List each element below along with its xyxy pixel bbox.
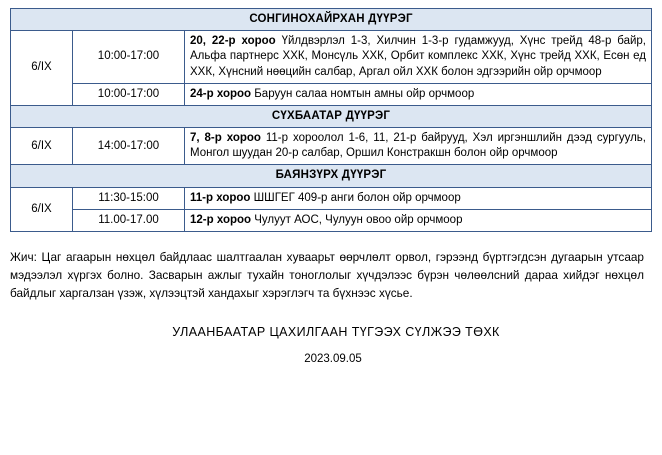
time-cell: 10:00-17:00: [73, 31, 185, 84]
time-cell: 10:00-17:00: [73, 83, 185, 105]
time-cell: 14:00-17:00: [73, 128, 185, 165]
detail-cell: [185, 128, 652, 165]
date-cell: 6/IX: [11, 128, 73, 165]
time-cell: 11:30-15:00: [73, 187, 185, 209]
table-row: [11, 83, 652, 105]
district-header: СОНГИНОХАЙРХАН ДҮҮРЭГ: [11, 9, 652, 31]
detail-cell: [185, 31, 652, 84]
organization-name: УЛААНБААТАР ЦАХИЛГААН ТҮГЭЭХ СҮЛЖЭЭ ТӨХК: [172, 324, 500, 339]
table-row: [11, 128, 652, 165]
document-date: 2023.09.05: [304, 352, 362, 365]
time-cell: 11.00-17.00: [73, 209, 185, 231]
detail-khoroo: 20, 22-р хороо: [190, 35, 276, 48]
detail-khoroo: 12-р хороо: [190, 213, 252, 226]
detail-text: Үйлдвэрлэл 1-3, Хилчин 1-3-р гудамжууд, Хүнс трейд 48-р байр, Альфа партнерс ХХК, Монсүль ХХК, Орбит комплекс ХХК, Хүнс трейд ХХК, Есөн ед ХХК, Хүнсний нөөцийн салбар, Аргал ойл ХХК болон эдгээрийн ойр орчмоор: [190, 35, 646, 78]
table-row: [11, 31, 652, 84]
detail-text: 11-р хороолол 1-6, 11, 21-р байрууд, Хэл иргэншлийн дээд сургууль, Монгол шуудан 20-р салбар, Оршил Констракшн болон ойр орчмоор: [190, 132, 646, 160]
detail-khoroo: 11-р хороо: [190, 191, 251, 204]
district-header: БАЯНЗҮРХ ДҮҮРЭГ: [11, 165, 652, 187]
detail-text: ШШГЕГ 409-р анги болон ойр орчмоор: [250, 191, 461, 204]
detail-text: Чулуут АОС, Чулуун овоо ойр орчмоор: [251, 213, 463, 226]
date-cell: 6/IX: [11, 187, 73, 231]
district-header-row: [11, 165, 652, 187]
outage-schedule-table: [10, 8, 652, 232]
detail-cell: [185, 187, 652, 209]
table-row: [11, 187, 652, 209]
detail-cell: [185, 209, 652, 231]
date-cell: 6/IX: [11, 31, 73, 106]
detail-text: Баруун салаа номтын амны ойр орчмоор: [251, 87, 475, 100]
detail-cell: [185, 83, 652, 105]
footnote-text: Жич: Цаг агаарын нөхцөл байдлаас шалтгаалан хуваарьт өөрчлөлт орвол, гэрээнд бүртгэгдсэн дугаарын утсаар мэдээлэл хүргэх болно. Засварын ажлыг тухайн тоноглолыг хүчдэлээс бүрэн чөлөөлсний дараа хийдэг нөхцөл байдлыг харгалзан үзэж, хүлээцтэй хандахыг хэрэглэгч та бүхнээс хүсье.: [10, 249, 644, 300]
detail-khoroo: 7, 8-р хороо: [190, 132, 261, 145]
district-header-row: [11, 105, 652, 127]
detail-khoroo: 24-р хороо: [190, 87, 252, 100]
table-row: [11, 209, 652, 231]
district-header-row: [11, 9, 652, 31]
district-header: СҮХБААТАР ДҮҮРЭГ: [11, 105, 652, 127]
